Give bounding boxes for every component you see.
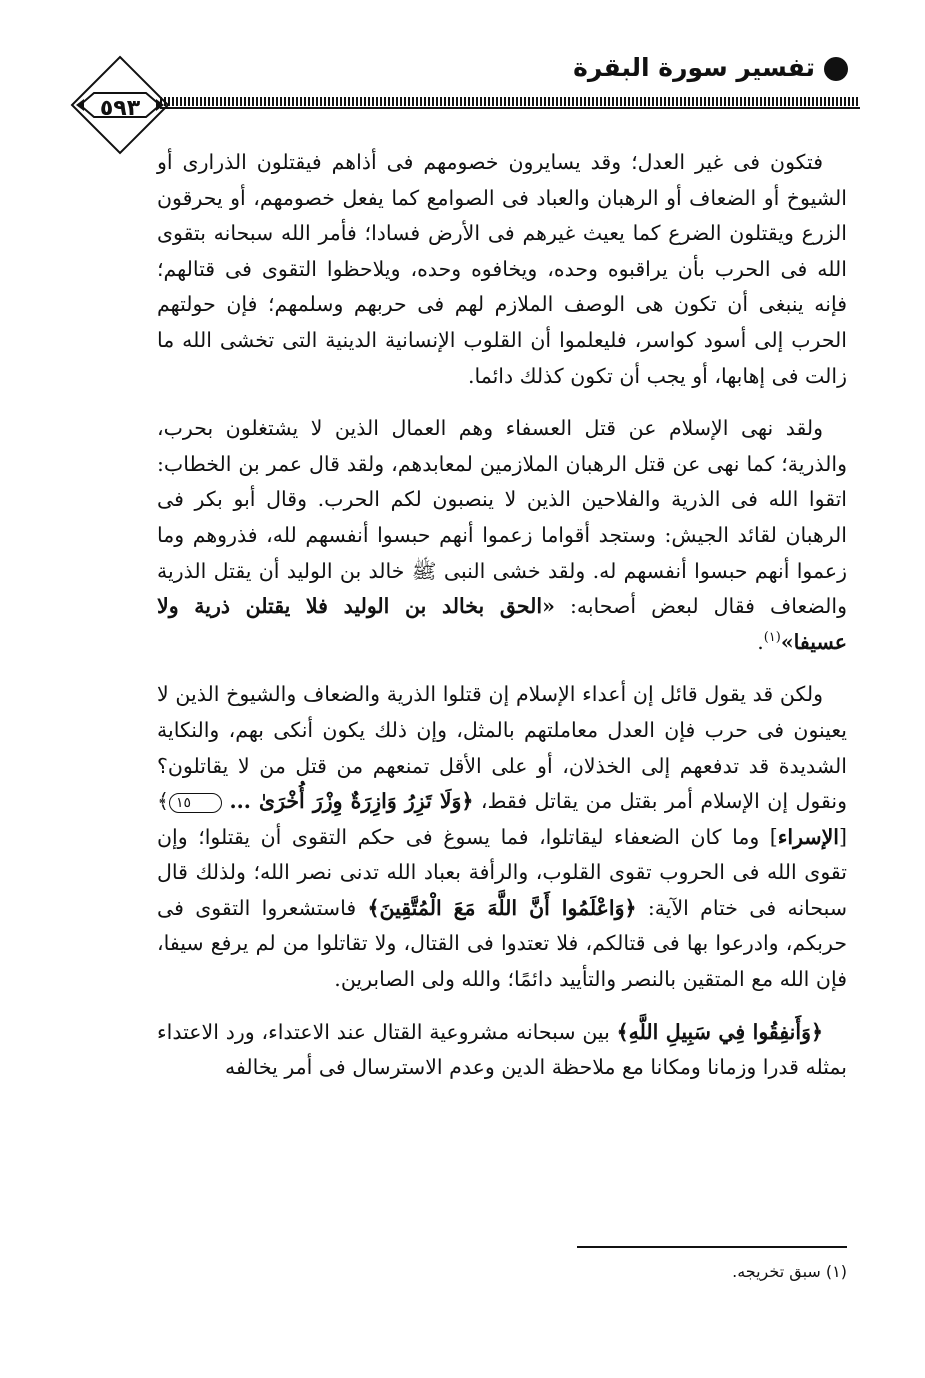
footnote-separator xyxy=(577,1246,847,1248)
paragraph-2-text-b: . xyxy=(757,629,764,654)
footnote-ref: (١) xyxy=(763,629,781,645)
verse-quote-2: ﴿وَاعْلَمُوا أَنَّ اللَّهَ مَعَ الْمُتَّقِينَ﴾ xyxy=(367,895,637,920)
header-rule xyxy=(160,97,860,106)
paragraph-1: فتكون فى غير العدل؛ وقد يسايرون خصومهم فى أذاهم فيقتلون الذرارى أو الشيوخ أو الضعاف أو الرهبان والعباد فى الصوامع كما يفعل خصومهم، أو يحرقون الزرع ويقتلون الضرع كما يعيث غيرهم فى الأرض فسادا؛ فأمر الله سبحانه بتقوى الله فى الحرب بأن يراقبوه وحده، ويخافوه وحده، ويلاحظوا التقوى فى قتالهم؛ فإنه ينبغى أن تكون هى الوصف الملازم لهم فى حربهم وسلمهم؛ فإن حولتهم الحرب إلى أسود كواسر، فليعلموا أن القلوب الإنسانية الدينية التى تخشى الله ما زالت فى إهابها، أو يجب أن تكون كذلك دائما. xyxy=(157,150,847,388)
verse-heading: ﴿وَأَنفِقُوا فِي سَبِيلِ اللَّهِ﴾ xyxy=(616,1019,823,1044)
footnote: (١) سبق تخريجه. xyxy=(732,1262,847,1281)
surah-name: الإسراء xyxy=(777,824,839,849)
paragraph-3-text-d: فاستشعروا التقوى فى حربكم، وادرعوا بها فى قتالكم، فلا تعتدوا فى القتال، ولا تقاتلوا من لم يرفع سيفا، فإن الله مع المتقين بالنصر والتأييد دائمًا؛ والله ولى الصابرين. xyxy=(157,895,847,992)
page-number: ٥٩٣ xyxy=(99,96,141,121)
paragraph-4-text: بين سبحانه مشروعية القتال عند الاعتداء، ورد الاعتداء بمثله قدرا وزمانا ومكانا مع ملاحظة الدين وعدم الاسترسال فى أمر يخالفه xyxy=(157,1019,847,1080)
running-title: تفسير سورة البقرة xyxy=(573,53,815,82)
verse-quote-1: ﴿وَلَا تَزِرُ وَازِرَةٌ وِزْرَ أُخْرَىٰ ... xyxy=(229,789,474,814)
page-number-badge xyxy=(70,55,170,155)
paragraph-3-text-a: ولكن قد يقول قائل إن أعداء الإسلام إن قتلوا الذرية والضعاف والشيوخ الذين لا يعينون فى حرب فإن العدل معاملتهم بالمثل، وإن ذلك يكون أنكى بهم، والنكاية الشديدة قد تدفعهم إلى الخذلان، أو على الأقل تمنعهم من قتل من لا يقاتلون؟ ونقول إن الإسلام أمر بقتل من يقاتل فقط، xyxy=(157,682,847,814)
header-rule-line xyxy=(160,107,860,109)
paragraph-3-text-c: ] وما كان الضعفاء ليقاتلوا، فما يسوغ فى حكم التقوى أن يقتلوا؛ وإن تقوى الله فى الحروب تقوى القلوب، والرأفة بعباد الله تدنى نصر الله؛ ولذلك قال سبحانه فى ختام الآية: xyxy=(157,824,848,920)
paragraph-3 xyxy=(157,677,847,997)
paragraph-2-text-a: ولقد نهى الإسلام عن قتل العسفاء وهم العمال الذين لا يشتغلون بحرب، والذرية؛ كما نهى عن قتل الرهبان الملازمين لمعابدهم، ولقد قال عمر بن الخطاب: اتقوا الله فى الذرية والفلاحين الذين لا ينصبون لكم الحرب. وقال أبو بكر فى الرهبان لقائد الجيش: وستجد أقواما زعموا أنهم حبسوا أنفسهم لله، فذروهم وما زعموا أنهم حبسوا أنفسهم له. ولقد خشى النبى ﷺ خالد بن الوليد أن يقتل الذرية والضعاف فقال لبعض أصحابه: xyxy=(157,416,847,619)
hadith-quote: «الحق بخالد بن الوليد فلا يقتلن ذرية ولا عسيفا» xyxy=(157,594,847,654)
paragraph-3-text-b: ﴾ [ xyxy=(157,789,847,849)
main-text xyxy=(157,145,847,1103)
title-ornament-icon xyxy=(824,57,848,81)
paragraph-4 xyxy=(157,1015,847,1086)
verse-number-badge: ١٥ xyxy=(169,793,222,813)
paragraph-2 xyxy=(157,411,847,660)
